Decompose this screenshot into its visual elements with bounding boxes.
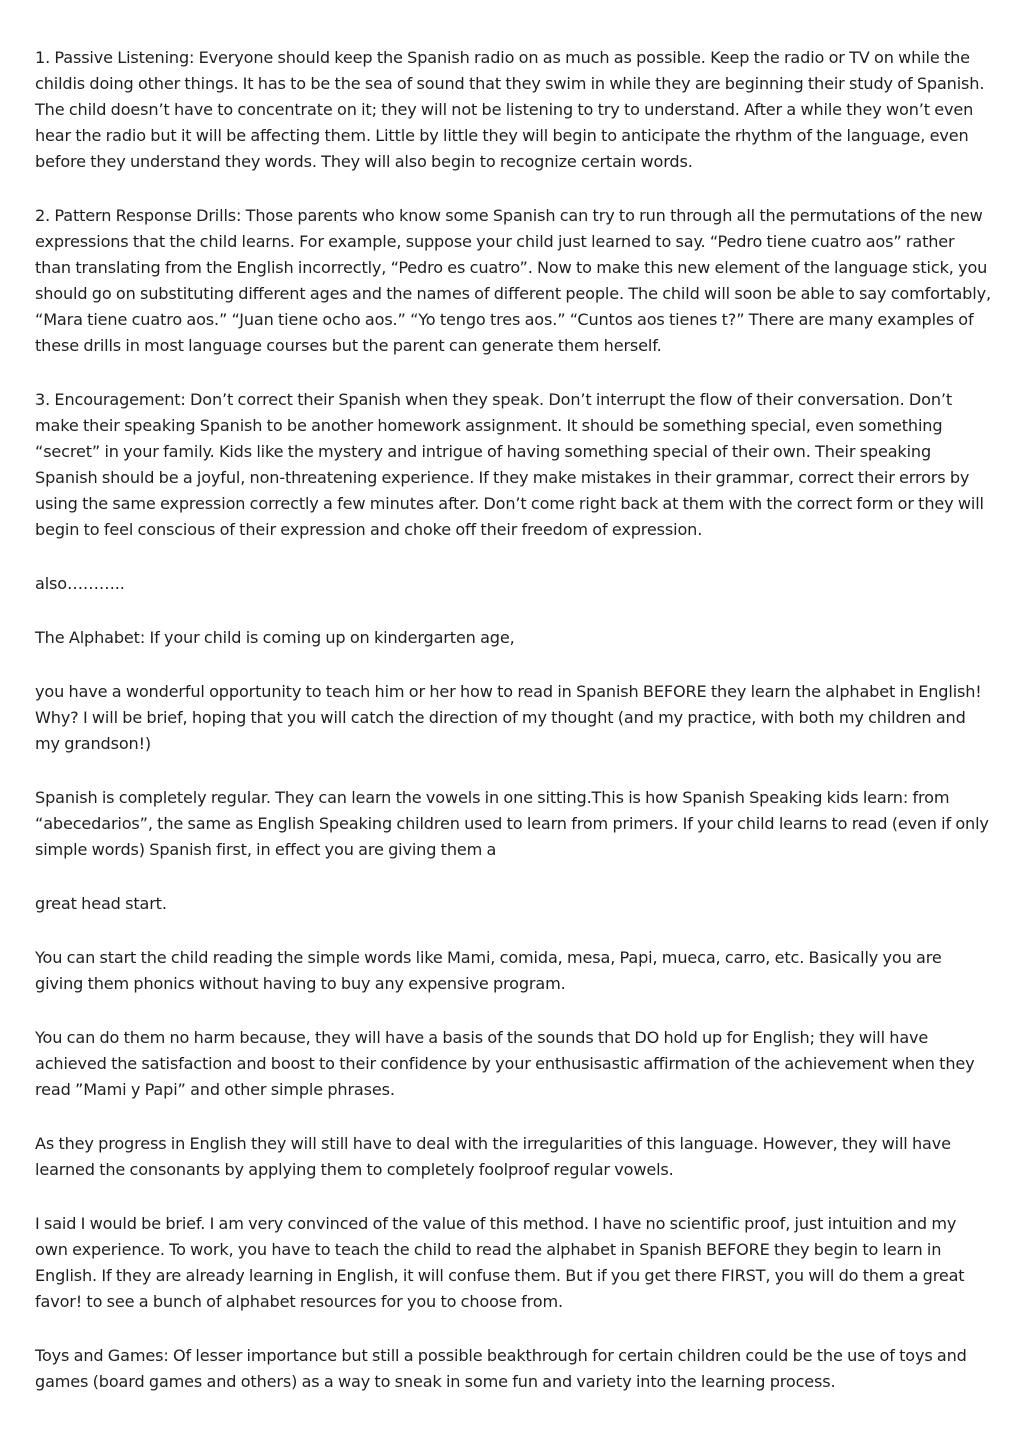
paragraph-toys-games: Toys and Games: Of lesser importance but still a possible beakthrough for certain children could be the use of toys and games (board games and others) as a way to sneak in some fun and variety into the learning process. <box>35 1346 967 1391</box>
paragraph-also: also……….. <box>35 574 125 593</box>
paragraph-pattern-response-drills: 2. Pattern Response Drills: Those parents who know some Spanish can try to run through all the permutations of the new expressions that the child learns. For example, suppose your child just learned to say. “Pedro tiene cuatro aos” rather than translating from the English incorrectly, “Pedro es cuatro”. Now to make this new element of the language stick, you should go on substituting different ages and the names of different people. The child will soon be able to say comfortably, “Mara tiene cuatro aos.” “Juan tiene ocho aos.” “Yo tengo tres aos.” “Cuntos aos tienes t?” There are many examples of these drills in most language courses but the parent can generate them herself. <box>35 206 991 355</box>
paragraph-alphabet-opportunity: you have a wonderful opportunity to teach him or her how to read in Spanish BEFORE they learn the alphabet in English! Why? I will be brief, hoping that you will catch the direction of my thought (and my practice, with both my children and my grandson!) <box>35 682 982 753</box>
paragraph-spanish-regular: Spanish is completely regular. They can learn the vowels in one sitting.This is how Spanish Speaking kids learn: from “abecedarios”, the same as English Speaking children used to learn from primers. If your child learns to read (even if only simple words) Spanish first, in effect you are giving them a <box>35 788 989 859</box>
document-body <box>35 45 993 1423</box>
paragraph-encouragement: 3. Encouragement: Don’t correct their Spanish when they speak. Don’t interrupt the flow of their conversation. Don’t make their speaking Spanish to be another homework assignment. It should be something special, even something “secret” in your family. Kids like the mystery and intrigue of having something special of their own. Their speaking Spanish should be a joyful, non-threatening experience. If they make mistakes in their grammar, correct their errors by using the same expression correctly a few minutes after. Don’t come right back at them with the correct form or they will begin to feel conscious of their expression and choke off their freedom of expression. <box>35 390 984 539</box>
paragraph-brief-method: I said I would be brief. I am very convinced of the value of this method. I have no scientific proof, just intuition and my own experience. To work, you have to teach the child to read the alphabet in Spanish BEFORE they begin to learn in English. If they are already learning in English, it will confuse them. But if you get there FIRST, you will do them a great favor! to see a bunch of alphabet resources for you to choose from. <box>35 1214 965 1311</box>
paragraph-progress-english: As they progress in English they will still have to deal with the irregularities of this language. However, they will have learned the consonants by applying them to completely foolproof regular vowels. <box>35 1134 951 1179</box>
paragraph-head-start: great head start. <box>35 894 167 913</box>
paragraph-simple-words: You can start the child reading the simple words like Mami, comida, mesa, Papi, mueca, carro, etc. Basically you are giving them phonics without having to buy any expensive program. <box>35 948 942 993</box>
paragraph-no-harm: You can do them no harm because, they will have a basis of the sounds that DO hold up for English; they will have achieved the satisfaction and boost to their confidence by your enthusisastic affirmation of the achievement when they read ”Mami y Papi” and other simple phrases. <box>35 1028 975 1099</box>
paragraph-alphabet-intro: The Alphabet: If your child is coming up on kindergarten age, <box>35 628 515 647</box>
paragraph-passive-listening: 1. Passive Listening: Everyone should keep the Spanish radio on as much as possible. Keep the radio or TV on while the childis doing other things. It has to be the sea of sound that they swim in while they are beginning their study of Spanish. The child doesn’t have to concentrate on it; they will not be listening to try to understand. After a while they won’t even hear the radio but it will be affecting them. Little by little they will begin to anticipate the rhythm of the language, even before they understand they words. They will also begin to recognize certain words. <box>35 48 985 171</box>
